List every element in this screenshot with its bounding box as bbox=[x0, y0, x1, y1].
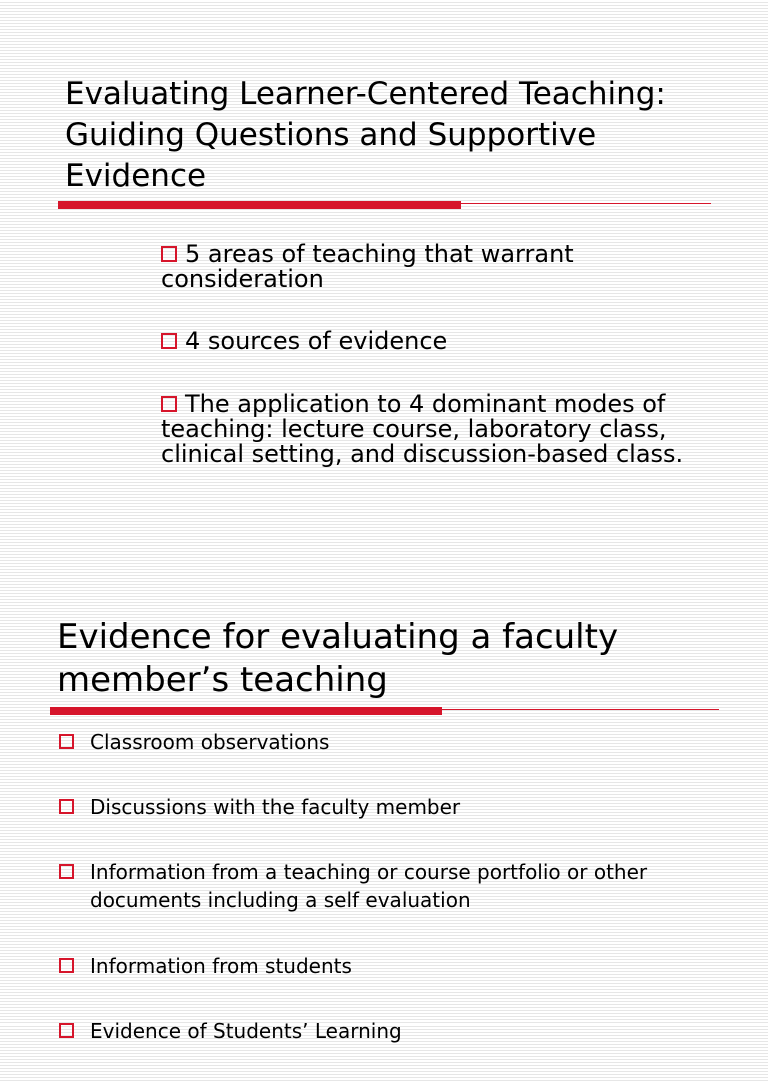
list-item bbox=[58, 728, 738, 756]
square-bullet-icon bbox=[59, 1023, 74, 1038]
square-bullet-icon bbox=[161, 246, 177, 262]
title-underline-thick bbox=[50, 707, 442, 715]
list-item bbox=[161, 329, 741, 354]
list-item bbox=[58, 858, 738, 914]
list-item-text: 5 areas of teaching that warrant consideration bbox=[161, 240, 574, 293]
title-underline-thin bbox=[442, 709, 719, 710]
list-item bbox=[58, 952, 738, 980]
square-bullet-icon bbox=[59, 958, 74, 973]
square-bullet-icon bbox=[161, 396, 177, 412]
list-item-text: Evidence of Students’ Learning bbox=[90, 1019, 402, 1043]
list-item bbox=[58, 793, 738, 821]
list-item bbox=[161, 392, 741, 467]
list-item-text: Classroom observations bbox=[90, 730, 330, 754]
list-item bbox=[58, 1017, 738, 1045]
list-item-text: The application to 4 dominant modes of teaching: lecture course, laboratory class, clinical setting, and discussion-based class. bbox=[161, 390, 684, 468]
title-underline-thin bbox=[461, 203, 711, 204]
square-bullet-icon bbox=[59, 799, 74, 814]
list-item-text: Information from students bbox=[90, 954, 352, 978]
list-item-text: Discussions with the faculty member bbox=[90, 795, 461, 819]
title-underline bbox=[50, 707, 719, 715]
slide-1-bullet-list bbox=[161, 242, 741, 504]
list-item bbox=[161, 242, 741, 292]
square-bullet-icon bbox=[161, 333, 177, 349]
list-item-text: 4 sources of evidence bbox=[185, 327, 448, 355]
slide-2 bbox=[0, 580, 768, 1043]
slide-2-bullet-list bbox=[58, 728, 738, 1082]
title-underline-thick bbox=[58, 201, 461, 209]
title-underline bbox=[58, 201, 711, 209]
slide-2-title: Evidence for evaluating a faculty member’s teaching bbox=[57, 617, 619, 700]
slide-1-title: Evaluating Learner-Centered Teaching: Guiding Questions and Supportive Evidence bbox=[65, 76, 666, 194]
square-bullet-icon bbox=[59, 734, 74, 749]
square-bullet-icon bbox=[59, 864, 74, 879]
list-item-text: Information from a teaching or course portfolio or other documents including a self evaluation bbox=[90, 860, 648, 912]
